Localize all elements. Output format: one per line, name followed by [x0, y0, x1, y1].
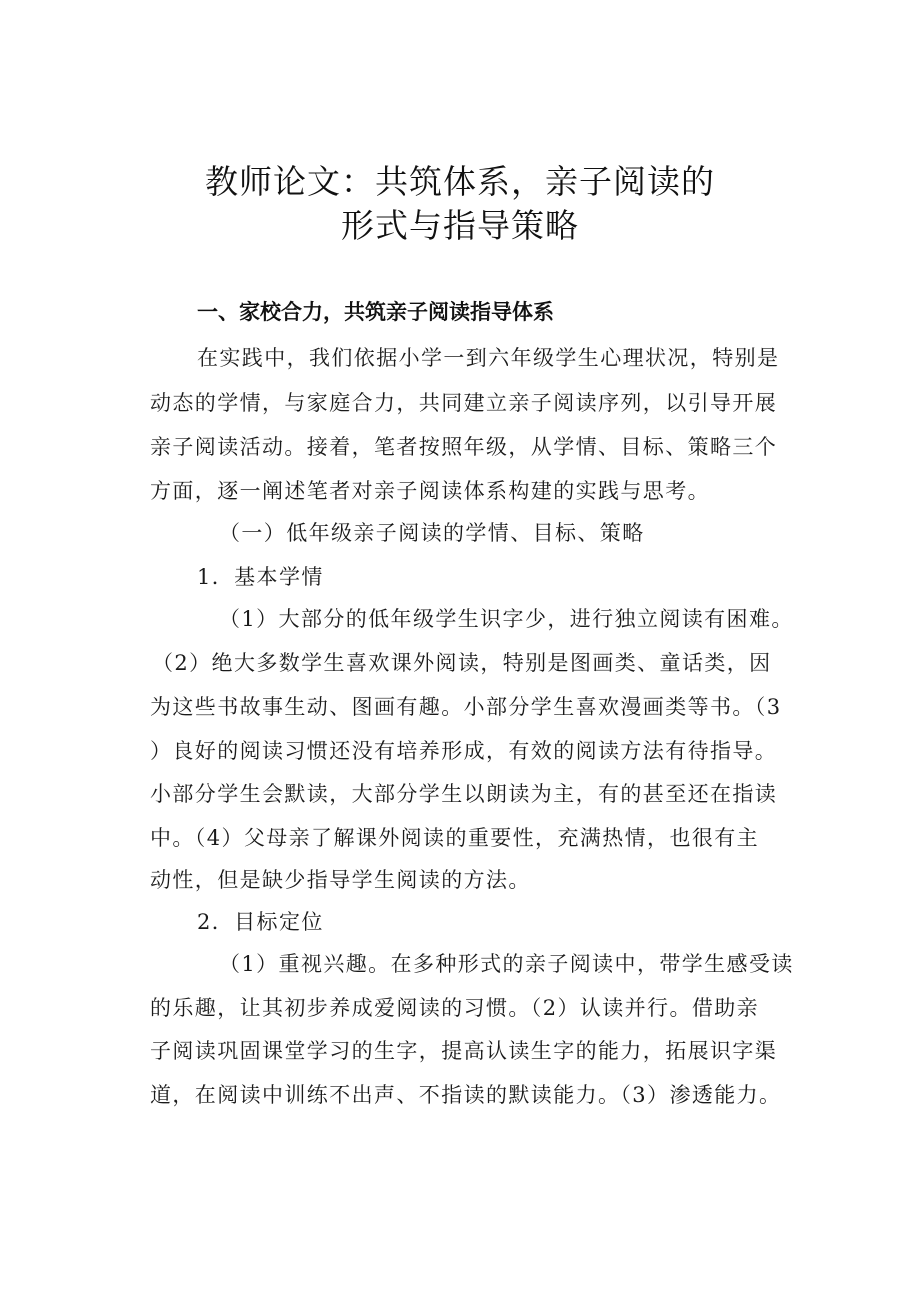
subsection-heading: （一）低年级亲子阅读的学情、目标、策略: [219, 521, 645, 545]
paragraph-line: 动性，但是缺少指导学生阅读的方法。: [150, 868, 531, 892]
document-title-line-2: 形式与指导策略: [341, 206, 579, 245]
paragraph-line: 动态的学情，与家庭合力，共同建立亲子阅读序列，以引导开展: [150, 391, 778, 415]
paragraph-line: 在实践中，我们依据小学一到六年级学生心理状况，特别是: [197, 346, 780, 370]
document-title-line-1: 教师论文：共筑体系，亲子阅读的: [205, 162, 715, 201]
paragraph-line: 子阅读巩固课堂学习的生字，提高认读生字的能力，拓展识字渠: [150, 1039, 778, 1063]
item-heading: 2．目标定位: [197, 910, 324, 934]
item-heading: 1．基本学情: [197, 565, 324, 589]
paragraph-line: 中。（4）父母亲了解课外阅读的重要性，充满热情，也很有主: [150, 826, 760, 850]
paragraph-line: 亲子阅读活动。接着，笔者按照年级，从学情、目标、策略三个: [150, 435, 778, 459]
paragraph-line: 方面，逐一阐述笔者对亲子阅读体系构建的实践与思考。: [150, 479, 710, 503]
paragraph-line: 道，在阅读中训练不出声、不指读的默读能力。（3）渗透能力。: [150, 1083, 782, 1107]
paragraph-line: （2）绝大多数学生喜欢课外阅读，特别是图画类、童话类，因: [152, 651, 772, 675]
paragraph-line: ）良好的阅读习惯还没有培养形成，有效的阅读方法有待指导。: [150, 739, 778, 763]
paragraph-line: 为这些书故事生动、图画有趣。小部分学生喜欢漫画类等书。（3: [150, 695, 782, 719]
paragraph-line: （1）大部分的低年级学生识字少，进行独立阅读有困难。: [219, 607, 794, 631]
paragraph-line: （1）重视兴趣。在多种形式的亲子阅读中，带学生感受读: [219, 952, 794, 976]
paragraph-line: 的乐趣，让其初步养成爱阅读的习惯。（2）认读并行。借助亲: [150, 996, 760, 1020]
paragraph-line: 小部分学生会默读，大部分学生以朗读为主，有的甚至还在指读: [150, 782, 778, 806]
section-heading: 一、家校合力，共筑亲子阅读指导体系: [197, 300, 554, 324]
